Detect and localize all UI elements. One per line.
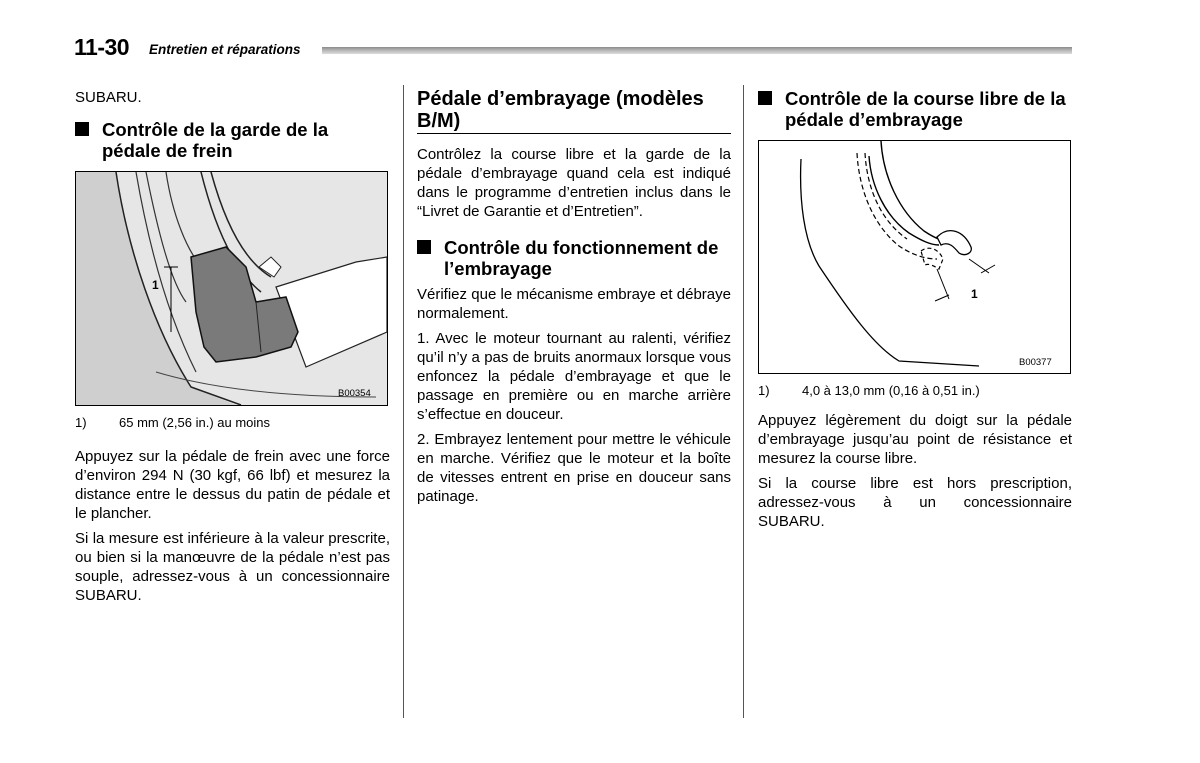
section-title: Entretien et réparations — [149, 42, 301, 57]
brake-paragraph-1: Appuyez sur la pédale de frein avec une force d’environ 294 N (30 kgf, 66 lbf) et mesurez la distance entre le dessus du patin de pédale et le plancher. — [75, 448, 390, 522]
column-divider-left — [403, 85, 404, 718]
free-play-paragraph-1: Appuyez légèrement du doigt sur la pédale d’embrayage jusqu’au point de résistance et mesurez la course libre. — [758, 412, 1072, 467]
free-play-heading-text: Contrôle de la course libre de la pédale d’embrayage — [785, 88, 1066, 130]
free-play-heading — [758, 88, 1072, 130]
middle-column — [417, 88, 731, 512]
clutch-figure-caption — [758, 382, 1072, 399]
square-bullet-icon — [75, 122, 89, 136]
left-column — [75, 88, 390, 611]
clutch-figure-code: B00377 — [1019, 357, 1052, 368]
clutch-intro: Contrôlez la course libre et la garde de la pédale d’embrayage quand cela est indiqué dans le programme d’entretien inclus dans le “Livret de Garantie et d’Entretien”. — [417, 146, 731, 220]
brake-pedal-figure — [75, 171, 388, 406]
clutch-caption-number: 1) — [758, 383, 770, 398]
brake-caption-text: 65 mm (2,56 in.) au moins — [119, 415, 271, 430]
clutch-operation-heading — [417, 237, 731, 279]
header-rule — [322, 47, 1072, 54]
brake-pedal-heading-text: Contrôle de la garde de la pédale de frein — [102, 119, 329, 161]
brake-figure-callout: 1 — [152, 278, 159, 292]
clutch-operation-heading-text: Contrôle du fonctionnement de l’embrayage — [444, 237, 719, 279]
page-number: 11-30 — [74, 34, 130, 60]
continued-text: SUBARU. — [75, 89, 142, 106]
page-header — [74, 34, 1072, 60]
clutch-paragraph-2: 1. Avec le moteur tournant au ralenti, vérifiez qu’il n’y a pas de bruits anormaux lorsque vous enfoncez la pédale d’embrayage et que le passage en première ou en marche arrière s’effectue en douceur. — [417, 330, 731, 423]
brake-pedal-illustration — [76, 172, 387, 405]
clutch-pedal-illustration — [759, 141, 1070, 373]
brake-paragraph-2: Si la mesure est inférieure à la valeur prescrite, ou bien si la manœuvre de la pédale n’est pas souple, adressez-vous à un concessionnaire SUBARU. — [75, 530, 390, 604]
clutch-pedal-title: Pédale d’embrayage (modèles B/M) — [417, 88, 731, 134]
clutch-paragraph-1: Vérifiez que le mécanisme embraye et débraye normalement. — [417, 286, 731, 322]
clutch-free-play-figure — [758, 140, 1071, 374]
clutch-paragraph-3: 2. Embrayez lentement pour mettre le véhicule en marche. Vérifiez que le moteur et la boîte de vitesses entrent en prise en douceur sans patinage. — [417, 431, 731, 505]
free-play-paragraph-2: Si la course libre est hors prescription, adressez-vous à un concessionnaire SUBARU. — [758, 475, 1072, 530]
brake-figure-caption — [75, 414, 390, 431]
square-bullet-icon — [758, 91, 772, 105]
brake-caption-number: 1) — [75, 415, 87, 430]
clutch-caption-text: 4,0 à 13,0 mm (0,16 à 0,51 in.) — [802, 383, 980, 398]
brake-figure-code: B00354 — [338, 388, 371, 399]
brake-pedal-heading — [75, 119, 390, 161]
clutch-figure-callout: 1 — [971, 287, 978, 301]
column-divider-right — [743, 85, 744, 718]
square-bullet-icon — [417, 240, 431, 254]
right-column — [758, 88, 1072, 537]
